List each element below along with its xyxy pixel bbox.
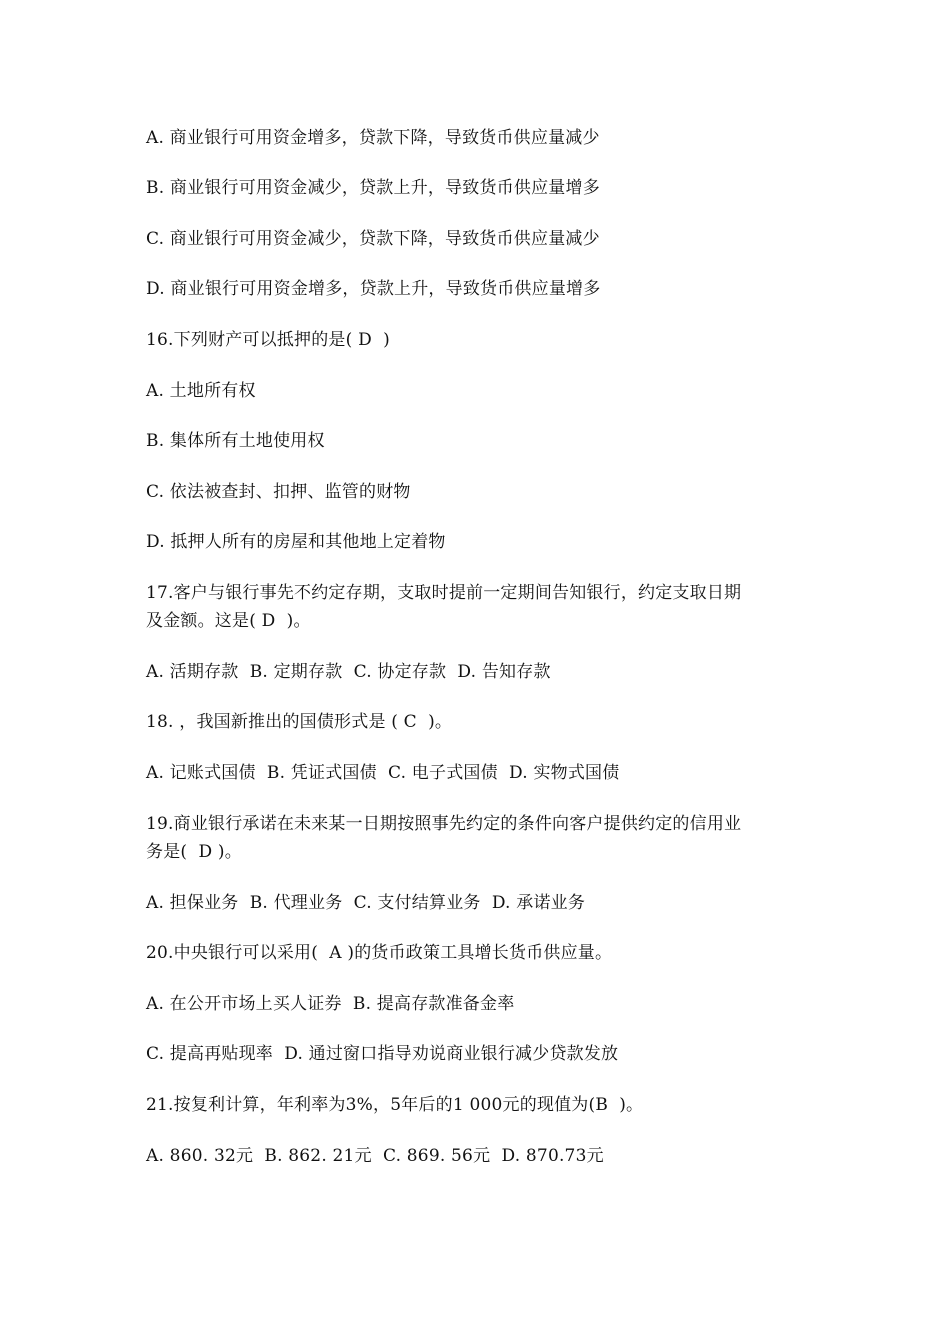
question-17: 17.客户与银行事先不约定存期，支取时提前一定期间告知银行，约定支取日期 (146, 583, 742, 603)
option-line: A. 担保业务 B. 代理业务 C. 支付结算业务 D. 承诺业务 (146, 893, 586, 913)
question-16: 16.下列财产可以抵押的是( D ) (146, 330, 390, 350)
option-line: C. 提高再贴现率 D. 通过窗口指导劝说商业银行减少贷款发放 (146, 1044, 619, 1064)
option-line: C. 依法被查封、扣押、监管的财物 (146, 482, 411, 502)
question-20: 20.中央银行可以采用( A )的货币政策工具增长货币供应量。 (146, 943, 613, 963)
option-line: B. 集体所有土地使用权 (146, 431, 325, 451)
question-17-continued: 及金额。这是( D )。 (146, 611, 311, 631)
question-19-continued: 务是( D )。 (146, 842, 242, 862)
option-line: B. 商业银行可用资金减少，贷款上升，导致货币供应量增多 (146, 178, 600, 198)
option-line: A. 土地所有权 (146, 381, 256, 401)
option-line: A. 860. 32元 B. 862. 21元 C. 869. 56元 D. 870.73元 (146, 1146, 604, 1166)
option-line: A. 活期存款 B. 定期存款 C. 协定存款 D. 告知存款 (146, 662, 551, 682)
option-line: A. 在公开市场上买人证券 B. 提高存款准备金率 (146, 994, 515, 1014)
question-19: 19.商业银行承诺在未来某一日期按照事先约定的条件向客户提供约定的信用业 (146, 814, 742, 834)
question-21: 21.按复利计算，年利率为3%，5年后的1 000元的现值为(B )。 (146, 1095, 644, 1115)
option-line: A. 记账式国债 B. 凭证式国债 C. 电子式国债 D. 实物式国债 (146, 763, 620, 783)
option-line: A. 商业银行可用资金增多，贷款下降，导致货币供应量减少 (146, 128, 600, 148)
option-line: D. 商业银行可用资金增多，贷款上升，导致货币供应量增多 (146, 279, 601, 299)
option-line: D. 抵押人所有的房屋和其他地上定着物 (146, 532, 446, 552)
question-18: 18. ，我国新推出的国债形式是 ( C )。 (146, 712, 453, 732)
option-line: C. 商业银行可用资金减少，贷款下降，导致货币供应量减少 (146, 229, 600, 249)
